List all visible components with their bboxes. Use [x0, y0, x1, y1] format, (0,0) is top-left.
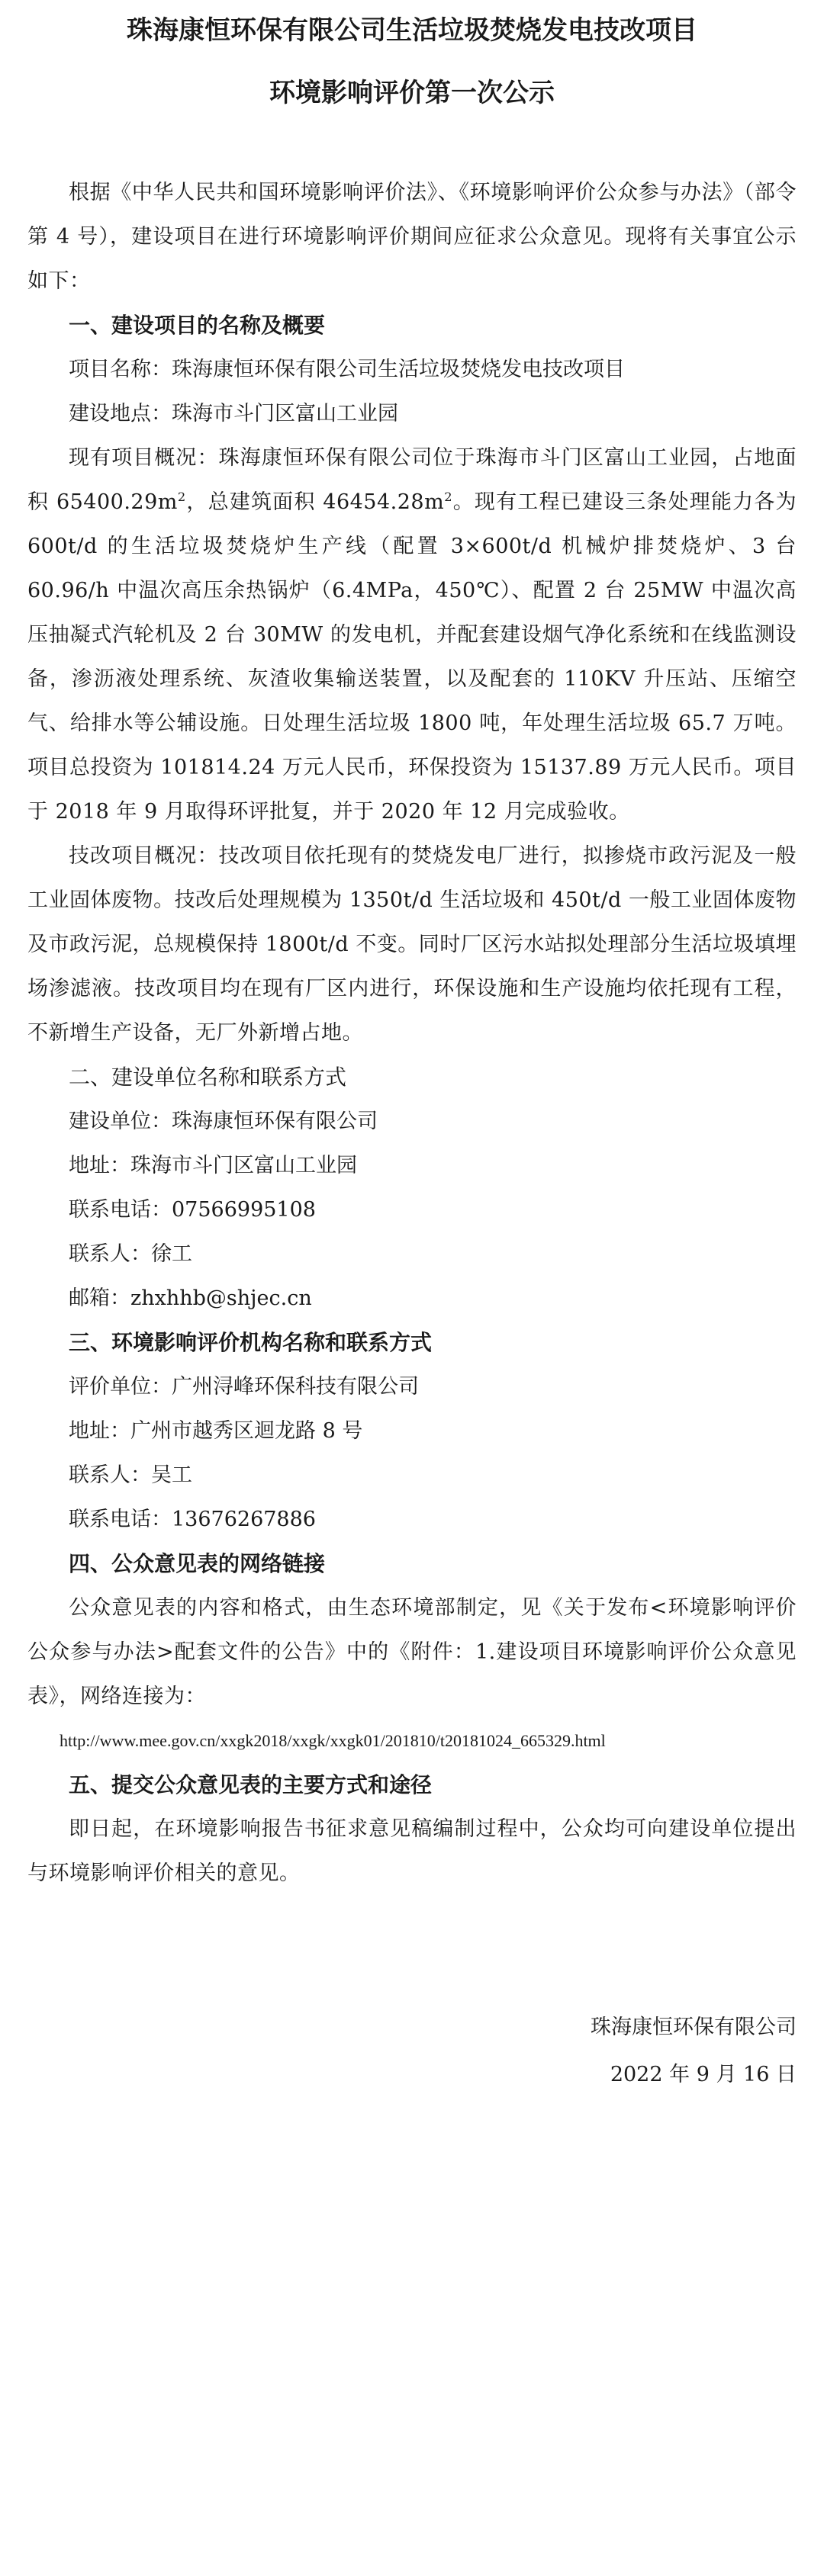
project-name: 项目名称：珠海康恒环保有限公司生活垃圾焚烧发电技改项目 [69, 358, 625, 381]
signature-block [591, 2006, 797, 2097]
section5-heading: 五、提交公众意见表的主要方式和途径 [69, 1772, 433, 1797]
section1-heading: 一、建设项目的名称及概要 [69, 313, 326, 338]
existing-overview-text-c: 。现有工程已建设三条处理能力各为 600t/d 的生活垃圾焚烧炉生产线（配置 3×600t/d 机械炉排焚烧炉、3 台 60.96/h 中温次高压余热锅炉（6.4MPa，450℃）、配置 2 台 25MW 中温次高压抽凝式汽轮机及 2 台 30MW 的发电机，并配套建设烟气净化系统和在线监测设备，渗沥液处理系统、灰渣收集输送装置，以及配套的 110KV 升压站、压缩空气、给排水等公辅设施。日处理生活垃圾 1800 吨，年处理生活垃圾 65.7 万吨。项目总投资为 101814.24 万元人民币，环保投资为 15137.89 万元人民币。项目于 2018 年 9 月取得环评批复，并于 2020 年 12 月完成验收。 [27, 490, 797, 824]
builder-email: 邮箱：zhxhhb@shjec.cn [69, 1286, 312, 1310]
existing-overview-text-a: 现有项目概况：珠海康恒环保有限公司位于珠海市斗门区富山工业园，占地面积 65400.29m [27, 446, 797, 514]
section3-heading: 三、环境影响评价机构名称和联系方式 [69, 1330, 433, 1355]
existing-overview-paragraph [27, 436, 797, 834]
page-subtitle: 环境影响评价第一次公示 [269, 78, 555, 108]
builder-unit: 建设单位：珠海康恒环保有限公司 [69, 1110, 378, 1133]
section2-heading: 二、建设单位名称和联系方式 [69, 1065, 347, 1090]
area-superscript-1: 2 [177, 490, 186, 504]
evaluator-address: 地址：广州市越秀区迴龙路 8 号 [69, 1419, 363, 1443]
evaluator-phone: 联系电话：13676267886 [69, 1508, 316, 1531]
builder-contact: 联系人：徐工 [69, 1242, 192, 1266]
evaluator-unit: 评价单位：广州浔峰环保科技有限公司 [69, 1375, 419, 1399]
signature-date: 2022 年 9 月 16 日 [610, 2063, 797, 2086]
project-location: 建设地点：珠海市斗门区富山工业园 [69, 402, 398, 426]
section4-heading: 四、公众意见表的网络链接 [69, 1551, 326, 1576]
page-title: 珠海康恒环保有限公司生活垃圾焚烧发电技改项目 [127, 15, 697, 46]
area-superscript-2: 2 [444, 490, 453, 504]
builder-address: 地址：珠海市斗门区富山工业园 [69, 1154, 357, 1177]
builder-phone: 联系电话：07566995108 [69, 1198, 316, 1222]
intro-paragraph: 根据《中华人民共和国环境影响评价法》、《环境影响评价公众参与办法》（部令第 4 号），建设项目在进行环境影响评价期间应征求公众意见。现将有关事宜公示如下： [27, 181, 797, 293]
existing-overview-text-b: ，总建筑面积 46454.28m [185, 490, 445, 514]
signature-company: 珠海康恒环保有限公司 [591, 2016, 797, 2039]
opinion-form-link[interactable]: http://www.mee.gov.cn/xxgk2018/xxgk/xxgk01/201810/t20181024_665329.html [60, 1731, 606, 1750]
opinion-form-paragraph: 公众意见表的内容和格式，由生态环境部制定，见《关于发布<环境影响评价公众参与办法>配套文件的公告》中的《附件：1.建设项目环境影响评价公众意见表》，网络连接为： [27, 1596, 797, 1708]
submission-paragraph: 即日起，在环境影响报告书征求意见稿编制过程中，公众均可向建设单位提出与环境影响评价相关的意见。 [27, 1817, 797, 1885]
evaluator-contact: 联系人：吴工 [69, 1463, 192, 1487]
upgrade-overview-paragraph: 技改项目概况：技改项目依托现有的焚烧发电厂进行，拟掺烧市政污泥及一般工业固体废物。技改后处理规模为 1350t/d 生活垃圾和 450t/d 一般工业固体废物及市政污泥，总规模保持 1800t/d 不变。同时厂区污水站拟处理部分生活垃圾填埋场渗滤液。技改项目均在现有厂区内进行，环保设施和生产设施均依托现有工程，不新增生产设备，无厂外新增占地。 [27, 844, 797, 1045]
